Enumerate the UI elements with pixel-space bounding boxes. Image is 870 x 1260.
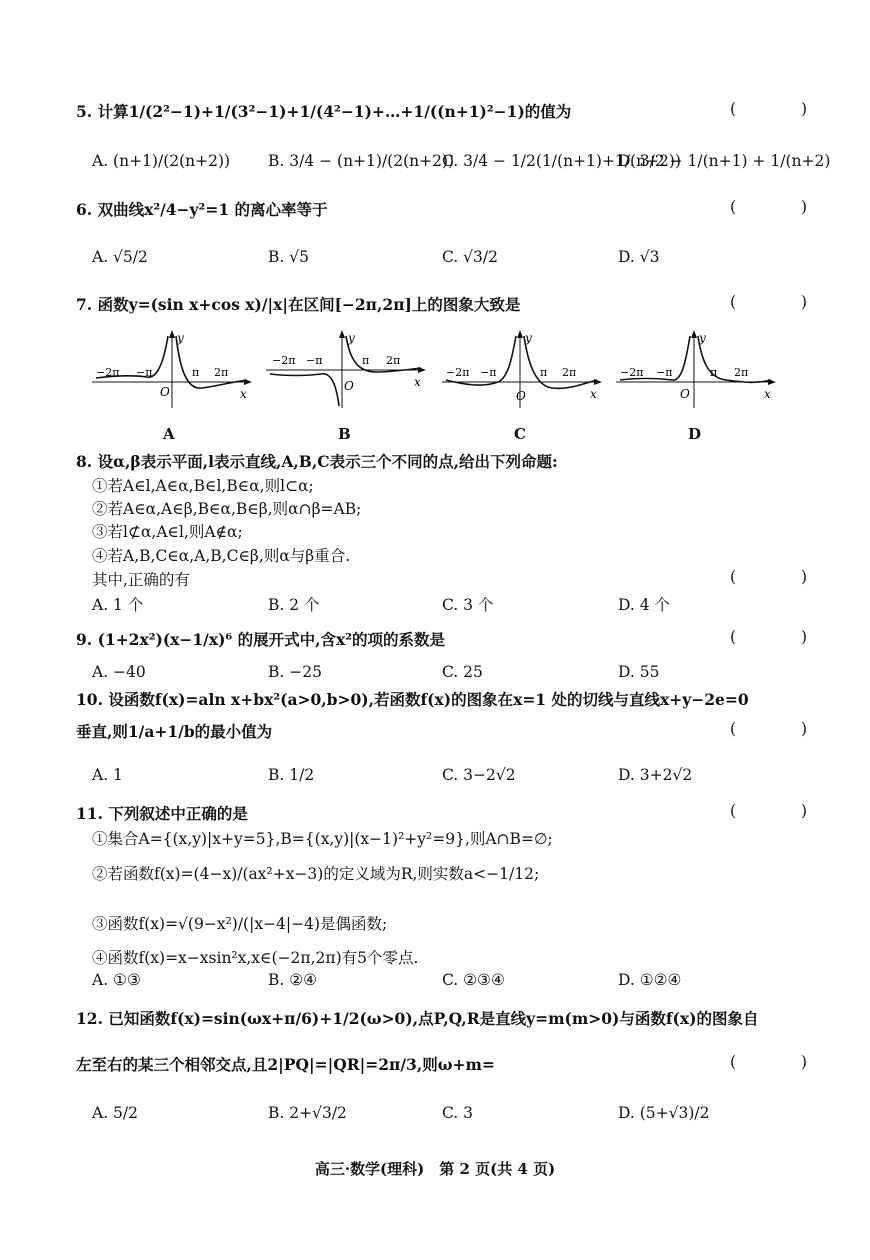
q7-label-a: A — [163, 425, 175, 443]
q9-option-c: C. 25 — [442, 663, 483, 681]
q12-stem-line1: 12. 已知函数f(x)=sin(ωx+π/6)+1/2(ω>0),点P,Q,R是直线y=m(m>0)与函数f(x)的图象自 — [76, 1009, 759, 1028]
q12-option-b: B. 2+√3/2 — [268, 1104, 347, 1122]
q12-option-c: C. 3 — [442, 1104, 474, 1122]
q6-option-d: D. √3 — [618, 248, 660, 266]
q12-answer-bracket: ( ) — [730, 1053, 838, 1071]
q7-c-tick-2pi: 2π — [562, 366, 577, 379]
q7-a-x-label: x — [240, 387, 247, 401]
q7-a-tick-pi: π — [192, 366, 200, 379]
q11-option-b: B. ②④ — [268, 971, 318, 989]
q5-answer-bracket: ( ) — [730, 100, 838, 118]
q6-option-a: A. √5/2 — [92, 248, 148, 266]
q8-item-1: ①若A∈l,A∈α,B∈l,B∈α,则l⊂α; — [92, 477, 314, 495]
page-footer: 高三·数学(理科) 第 2 页(共 4 页) — [314, 1160, 556, 1178]
q7-label-b: B — [338, 425, 351, 443]
q7-a-y-label: y — [177, 331, 184, 345]
q9-stem: 9. (1+2x²)(x−1/x)⁶ 的展开式中,含x²的项的系数是 — [76, 630, 446, 649]
q5-option-d: D. 3/2 − 1/(n+1) + 1/(n+2) — [618, 152, 831, 170]
q8-item-2: ②若A∈α,A∈β,B∈α,B∈β,则α∩β=AB; — [92, 500, 362, 518]
q10-option-c: C. 3−2√2 — [442, 766, 516, 784]
q8-answer-bracket: ( ) — [730, 568, 838, 586]
q11-stem: 11. 下列叙述中正确的是 — [76, 804, 248, 823]
q7-a-tick-2pi: 2π — [214, 366, 229, 379]
q7-d-tick-2pi: 2π — [734, 366, 749, 379]
q7-b-tick-pi: π — [362, 354, 370, 367]
q7-c-x-label: x — [590, 387, 597, 401]
q8-item-3: ③若l⊄α,A∈l,则A∉α; — [92, 523, 243, 541]
q8-option-d: D. 4 个 — [618, 596, 671, 614]
q9-option-b: B. −25 — [268, 663, 322, 681]
q7-b-y-label: y — [348, 331, 355, 345]
q7-b-tick-neg2pi: −2π — [272, 354, 296, 367]
q7-d-tick-pi: π — [710, 366, 718, 379]
q8-option-a: A. 1 个 — [92, 596, 144, 614]
q11-item-4: ④函数f(x)=x−xsin²x,x∈(−2π,2π)有5个零点. — [92, 949, 419, 967]
q12-stem-line2: 左至右的某三个相邻交点,且2|PQ|=|QR|=2π/3,则ω+m= — [76, 1055, 495, 1074]
q11-item-3: ③函数f(x)=√(9−x²)/(|x−4|−4)是偶函数; — [92, 915, 388, 933]
q7-stem: 7. 函数y=(sin x+cos x)/|x|在区间[−2π,2π]上的图象大致是 — [76, 295, 521, 314]
q7-c-tick-negpi: −π — [480, 366, 497, 379]
q8-option-c: C. 3 个 — [442, 596, 494, 614]
q8-stem: 8. 设α,β表示平面,l表示直线,A,B,C表示三个不同的点,给出下列命题: — [76, 452, 558, 471]
q11-answer-bracket: ( ) — [730, 802, 838, 820]
q8-item-4: ④若A,B,C∈α,A,B,C∈β,则α与β重合. — [92, 547, 351, 565]
q12-option-a: A. 5/2 — [92, 1104, 138, 1122]
q10-option-b: B. 1/2 — [268, 766, 315, 784]
q8-tail: 其中,正确的有 — [92, 571, 190, 589]
q10-option-a: A. 1 — [92, 766, 123, 784]
q7-d-y-label: y — [699, 331, 706, 345]
q7-d-tick-neg2pi: −2π — [620, 366, 644, 379]
q11-option-c: C. ②③④ — [442, 971, 505, 989]
q7-c-y-label: y — [525, 331, 532, 345]
q5-stem: 5. 计算1/(2²−1)+1/(3²−1)+1/(4²−1)+…+1/((n+1)²−1)的值为 — [76, 102, 572, 121]
q7-b-origin: O — [344, 379, 354, 393]
q7-a-tick-neg2pi: −2π — [96, 366, 120, 379]
q8-option-b: B. 2 个 — [268, 596, 320, 614]
q5-option-b: B. 3/4 − (n+1)/(2(n+2)) — [268, 152, 455, 170]
q7-graph-c — [442, 330, 602, 410]
q11-option-a: A. ①③ — [92, 971, 141, 989]
q11-item-2: ②若函数f(x)=(4−x)/(ax²+x−3)的定义域为R,则实数a<−1/12; — [92, 865, 540, 883]
q7-d-origin: O — [680, 387, 690, 401]
q10-stem-line1: 10. 设函数f(x)=aln x+bx²(a>0,b>0),若函数f(x)的图象在x=1 处的切线与直线x+y−2e=0 — [76, 690, 749, 709]
q7-b-tick-negpi: −π — [306, 354, 323, 367]
q5-option-a: A. (n+1)/(2(n+2)) — [92, 152, 231, 170]
q7-d-tick-negpi: −π — [656, 366, 673, 379]
q9-answer-bracket: ( ) — [730, 628, 838, 646]
q7-graph-d — [616, 330, 776, 410]
q6-stem: 6. 双曲线x²/4−y²=1 的离心率等于 — [76, 200, 328, 219]
q6-answer-bracket: ( ) — [730, 198, 838, 216]
q10-option-d: D. 3+2√2 — [618, 766, 693, 784]
q6-option-c: C. √3/2 — [442, 248, 498, 266]
q11-option-d: D. ①②④ — [618, 971, 682, 989]
q9-option-d: D. 55 — [618, 663, 660, 681]
q11-item-1: ①集合A={(x,y)|x+y=5},B={(x,y)|(x−1)²+y²=9},则A∩B=∅; — [92, 830, 553, 848]
q6-option-b: B. √5 — [268, 248, 309, 266]
q7-c-tick-pi: π — [540, 366, 548, 379]
q9-option-a: A. −40 — [92, 663, 146, 681]
q7-c-tick-neg2pi: −2π — [446, 366, 470, 379]
q10-answer-bracket: ( ) — [730, 720, 838, 738]
q7-d-x-label: x — [764, 387, 771, 401]
q7-graph-b — [266, 330, 426, 410]
q7-c-origin: O — [516, 389, 526, 403]
q12-option-d: D. (5+√3)/2 — [618, 1104, 710, 1122]
q7-b-x-label: x — [414, 375, 421, 389]
q7-label-c: C — [514, 425, 526, 443]
q10-stem-line2: 垂直,则1/a+1/b的最小值为 — [76, 722, 273, 741]
q7-answer-bracket: ( ) — [730, 293, 838, 311]
q5-option-c: C. 3/4 − 1/2(1/(n+1)+1/(n+2)) — [442, 152, 681, 170]
q7-label-d: D — [688, 425, 702, 443]
q7-a-origin: O — [160, 385, 170, 399]
q7-a-tick-negpi: −π — [136, 366, 153, 379]
q7-b-tick-2pi: 2π — [386, 354, 401, 367]
q7-graph-a — [92, 330, 252, 410]
